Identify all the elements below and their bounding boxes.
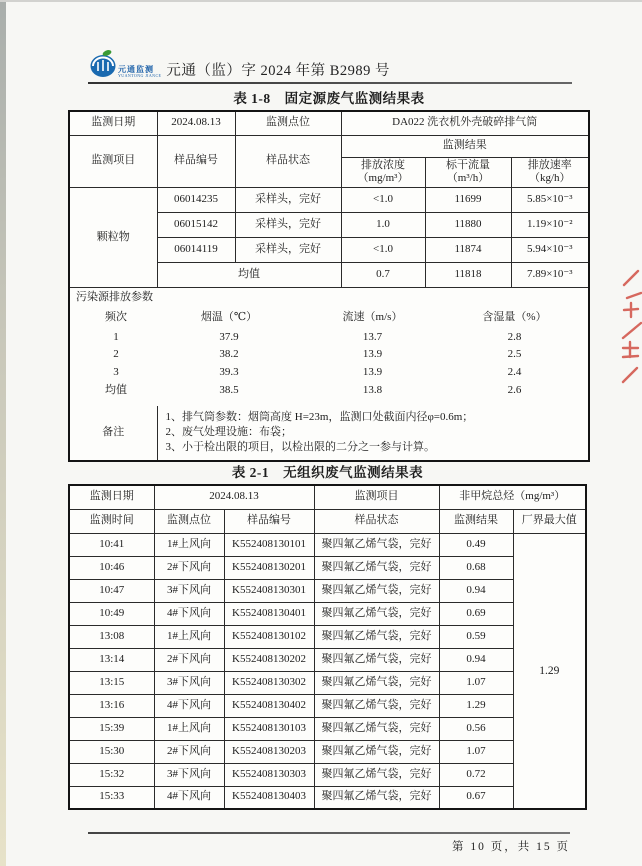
note-line-2: 2、废气处理设施：布袋；: [165, 425, 292, 438]
cell-sample-no: K552408130401: [224, 602, 314, 625]
point-label: 监测点位: [235, 111, 341, 135]
table-row: [69, 625, 586, 648]
cell-time: 13:14: [69, 648, 154, 671]
param-head-temp: 烟温（℃）: [200, 310, 258, 323]
red-seal-fragment: [616, 265, 642, 390]
note-line-3: 3、小于检出限的项目，以检出限的二分之一参与计算。: [165, 441, 435, 454]
table-row: [69, 135, 589, 157]
param-humidity: 2.4: [507, 366, 522, 378]
cell-sample-no: K552408130303: [224, 763, 314, 786]
cell-point: 3#下风向: [154, 671, 224, 694]
cell-sample-no: K552408130403: [224, 786, 314, 809]
cell-point: 1#上风向: [154, 533, 224, 556]
cell-sample-no: K552408130103: [224, 717, 314, 740]
mean-conc: 0.7: [341, 263, 425, 288]
cell-conc: <1.0: [341, 188, 425, 213]
cell-sample-no: 06014235: [157, 188, 235, 213]
col-flow-unit: （m³/h）: [446, 172, 490, 185]
logo-globe-icon: [88, 48, 122, 80]
head-time: 监测时间: [69, 509, 154, 533]
head-boundary-max: 厂界最大值: [513, 509, 586, 533]
table-row-mean: [74, 384, 584, 402]
cell-time: 15:32: [69, 763, 154, 786]
note-label: 备注: [69, 406, 157, 461]
params-section-row: [69, 288, 589, 309]
cell-point: 1#上风向: [154, 625, 224, 648]
cell-conc: 1.0: [341, 213, 425, 238]
cell-result: 0.94: [439, 648, 513, 671]
table-row: [74, 331, 584, 349]
table-row: [69, 786, 586, 809]
cell-result: 1.07: [439, 740, 513, 763]
cell-sample-state: 聚四氟乙烯气袋，完好: [314, 740, 439, 763]
cell-sample-state: 聚四氟乙烯气袋，完好: [314, 671, 439, 694]
cell-sample-state: 聚四氟乙烯气袋，完好: [314, 694, 439, 717]
param-temp: 38.2: [219, 348, 239, 361]
point-value: DA022 洗衣机外壳破碎排气筒: [341, 111, 589, 135]
fixed-source-results-table: [68, 110, 590, 462]
head-result: 监测结果: [439, 509, 513, 533]
company-logo: [88, 48, 161, 80]
cell-flow: 11880: [425, 213, 511, 238]
cell-time: 13:08: [69, 625, 154, 648]
col-rate-unit: （kg/h）: [528, 172, 571, 185]
cell-time: 13:15: [69, 671, 154, 694]
table1-title: 表 1-8 固定源废气监测结果表: [233, 91, 425, 106]
table-row: [69, 694, 586, 717]
table-row: [69, 740, 586, 763]
col-conc-header: [341, 157, 425, 188]
params-section-label: 污染源排放参数: [69, 288, 589, 309]
fugitive-emission-table-block: [68, 461, 587, 810]
cell-rate: 1.19×10⁻²: [511, 213, 589, 238]
param-speed: 13.9: [362, 348, 383, 361]
param-freq: 1: [113, 330, 119, 343]
cell-point: 3#下风向: [154, 763, 224, 786]
param-speed: 13.9: [362, 366, 383, 378]
note-line-1: 1、排气筒参数：烟筒高度 H=23m，监测口处截面内径φ=0.6m；: [165, 410, 474, 423]
table-row: [69, 188, 589, 213]
cell-point: 1#上风向: [154, 717, 224, 740]
cell-sample-state: 采样头，完好: [235, 188, 341, 213]
fixed-source-table-block: [68, 87, 590, 462]
cell-sample-state: 聚四氟乙烯气袋，完好: [314, 648, 439, 671]
cell-sample-no: K552408130301: [224, 579, 314, 602]
head-point: 监测点位: [154, 509, 224, 533]
date-value: 2024.08.13: [157, 111, 235, 135]
param-temp: 39.3: [219, 366, 239, 378]
cell-point: 4#下风向: [154, 694, 224, 717]
cell-result: 0.68: [439, 556, 513, 579]
param-head-humidity: 含湿量（%）: [482, 310, 547, 323]
cell-sample-no: K552408130102: [224, 625, 314, 648]
sample-state-label: 样品状态: [235, 135, 341, 188]
cell-sample-state: 聚四氟乙烯气袋，完好: [314, 602, 439, 625]
head-sample-no: 样品编号: [224, 509, 314, 533]
head-sample-state: 样品状态: [314, 509, 439, 533]
item-name: 颗粒物: [69, 188, 157, 288]
cell-sample-state: 聚四氟乙烯气袋，完好: [314, 556, 439, 579]
scan-edge-top: [0, 0, 642, 2]
table-row: [69, 602, 586, 625]
mean-label: 均值: [157, 263, 341, 288]
cell-point: 4#下风向: [154, 602, 224, 625]
table-row: [69, 533, 586, 556]
col-rate-header: [511, 157, 589, 188]
item-label: 监测项目: [69, 135, 157, 188]
header-rule: [88, 82, 572, 84]
table-row: [69, 485, 586, 509]
cell-sample-state: 聚四氟乙烯气袋，完好: [314, 786, 439, 809]
boundary-max-value: 1.29: [513, 533, 586, 809]
cell-sample-state: 采样头，完好: [235, 238, 341, 263]
cell-point: 4#下风向: [154, 786, 224, 809]
result-group-label: 监测结果: [341, 135, 589, 157]
cell-time: 10:46: [69, 556, 154, 579]
param-temp: 37.9: [219, 330, 239, 343]
col-flow-header: [425, 157, 511, 188]
cell-result: 0.72: [439, 763, 513, 786]
col-rate-label: 排放速率: [527, 158, 572, 171]
cell-time: 10:41: [69, 533, 154, 556]
logo-en-name: YUANTONG JIANCE: [118, 73, 162, 78]
cell-sample-no: K552408130101: [224, 533, 314, 556]
logo-cn-name: 元通监测: [118, 65, 154, 74]
cell-result: 0.67: [439, 786, 513, 809]
cell-sample-no: K552408130302: [224, 671, 314, 694]
table-header-row: [69, 509, 586, 533]
param-humidity: 2.8: [507, 330, 522, 343]
table-row: [69, 556, 586, 579]
fugitive-emission-results-table: [68, 484, 587, 810]
param-freq: 3: [113, 366, 119, 378]
cell-time: 15:30: [69, 740, 154, 763]
table-row: [74, 366, 584, 384]
cell-time: 15:33: [69, 786, 154, 809]
col-conc-label: 排放浓度: [361, 158, 405, 171]
cell-rate: 5.85×10⁻³: [511, 188, 589, 213]
cell-sample-state: 聚四氟乙烯气袋，完好: [314, 763, 439, 786]
table2-title: 表 2-1 无组织废气监测结果表: [231, 465, 424, 480]
cell-sample-state: 聚四氟乙烯气袋，完好: [314, 533, 439, 556]
param-humidity: 2.5: [507, 348, 522, 361]
date-value: 2024.08.13: [154, 485, 314, 509]
cell-flow: 11874: [425, 238, 511, 263]
footer-rule: [88, 832, 570, 834]
cell-sample-no: 06015142: [157, 213, 235, 238]
cell-conc: <1.0: [341, 238, 425, 263]
cell-result: 0.59: [439, 625, 513, 648]
logo-text: [118, 66, 161, 78]
table-row: [69, 717, 586, 740]
notes-content: [157, 406, 589, 461]
report-header: [88, 42, 572, 80]
cell-time: 15:39: [69, 717, 154, 740]
param-freq: 2: [113, 348, 119, 361]
date-label: 监测日期: [69, 111, 157, 135]
emission-params-table: [74, 309, 584, 402]
item-label: 监测项目: [314, 485, 439, 509]
cell-time: 10:49: [69, 602, 154, 625]
table-row: [69, 763, 586, 786]
item-value: 非甲烷总烃（mg/m³）: [439, 485, 586, 509]
table-row: [69, 579, 586, 602]
param-freq: 均值: [105, 383, 127, 396]
cell-point: 2#下风向: [154, 556, 224, 579]
col-flow-label: 标干流量: [446, 158, 490, 171]
param-speed: 13.8: [362, 383, 383, 396]
param-speed: 13.7: [362, 330, 383, 343]
params-table-row: [69, 309, 589, 406]
table-row: [74, 348, 584, 366]
cell-sample-no: K552408130202: [224, 648, 314, 671]
remarks-row: [69, 406, 589, 461]
scan-edge-left: [0, 0, 6, 866]
table-row: [74, 309, 584, 331]
cell-sample-no: K552408130201: [224, 556, 314, 579]
cell-point: 3#下风向: [154, 579, 224, 602]
sample-no-label: 样品编号: [157, 135, 235, 188]
cell-result: 1.07: [439, 671, 513, 694]
cell-sample-state: 聚四氟乙烯气袋，完好: [314, 579, 439, 602]
cell-result: 0.69: [439, 602, 513, 625]
cell-point: 2#下风向: [154, 740, 224, 763]
mean-rate: 7.89×10⁻³: [511, 263, 589, 288]
param-humidity: 2.6: [507, 383, 522, 396]
cell-result: 0.49: [439, 533, 513, 556]
cell-time: 13:16: [69, 694, 154, 717]
cell-rate: 5.94×10⁻³: [511, 238, 589, 263]
table-row: [69, 648, 586, 671]
param-head-speed: 流速（m/s）: [342, 310, 403, 323]
cell-sample-state: 聚四氟乙烯气袋，完好: [314, 625, 439, 648]
table-row: [69, 671, 586, 694]
cell-result: 0.56: [439, 717, 513, 740]
param-head-freq: 频次: [105, 310, 127, 323]
page-number: 第 10 页，共 15 页: [452, 841, 570, 853]
cell-sample-no: 06014119: [157, 238, 235, 263]
doc-number: 元通（监）字 2024 年第 B2989 号: [166, 63, 391, 79]
table-row: [69, 111, 589, 135]
cell-sample-no: K552408130203: [224, 740, 314, 763]
mean-flow: 11818: [425, 263, 511, 288]
date-label: 监测日期: [69, 485, 154, 509]
cell-result: 0.94: [439, 579, 513, 602]
cell-flow: 11699: [425, 188, 511, 213]
cell-result: 1.29: [439, 694, 513, 717]
param-temp: 38.5: [219, 383, 239, 396]
cell-point: 2#下风向: [154, 648, 224, 671]
cell-sample-state: 聚四氟乙烯气袋，完好: [314, 717, 439, 740]
cell-time: 10:47: [69, 579, 154, 602]
cell-sample-no: K552408130402: [224, 694, 314, 717]
col-conc-unit: （mg/m³）: [357, 172, 409, 185]
cell-sample-state: 采样头，完好: [235, 213, 341, 238]
